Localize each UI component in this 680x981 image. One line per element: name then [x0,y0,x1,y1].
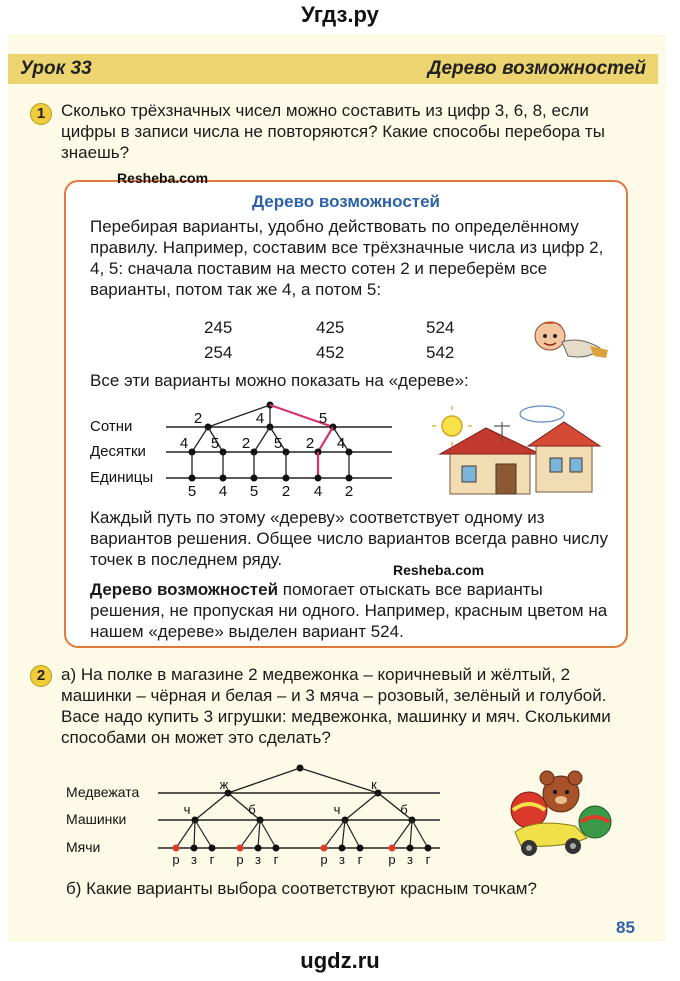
tree2-branch [195,793,228,820]
tree2-ball-letter: з [339,852,345,867]
number-245: 245 [204,318,233,337]
tree1-units-digit: 5 [249,483,259,500]
lesson-number: Урок 33 [20,58,92,79]
tree2-row-label: Машинки [66,811,127,827]
tree1-hundreds-digit: 2 [193,410,203,427]
rule-paragraph-4-text: помогает отыскать все варианты решения, не пропуская ни одного. Например, красным цветом на нашем «дереве» выделен вариант 524. [90,580,608,641]
task-2b-question: б) Какие варианты выбора соответствуют красным точкам? [66,879,537,898]
tree2-ball-dot [255,845,262,852]
tree2-ball-dot [425,845,432,852]
tree2-ball-letter: г [425,852,431,867]
tree2-branch [194,820,195,848]
number-425: 425 [316,318,345,337]
tree2-ball-letter: р [320,852,328,867]
rule-paragraph-3: Каждый путь по этому «дереву» соответствует одному из вариантов решения. Общее число вариантов всегда равно числу точек в последнем ряду. [90,508,608,569]
tree2-branch [228,768,300,793]
tree2-ball-letter: р [172,852,180,867]
tree1-units-digit: 2 [281,483,291,500]
tree1-tens-digit: 2 [305,435,315,452]
tree1-tens-digit: 2 [241,435,251,452]
tree2-ball-dot-red [173,845,180,852]
tree1-hundreds-digit: 4 [255,410,265,427]
number-452: 452 [316,343,345,362]
tree2-ball-letter: г [273,852,279,867]
tree1-tens-digit: 4 [336,435,346,452]
tree2-bear-letter: ж [219,777,229,792]
tree2-branch [412,820,428,848]
tree1-units-digit: 4 [218,483,228,500]
tree2-branch [300,768,378,793]
rule-box-title: Дерево возможностей [251,192,441,211]
tree2-ball-letter: г [357,852,363,867]
number-254: 254 [204,343,233,362]
tree1-units-digit: 2 [344,483,354,500]
tree2-ball-letter: р [388,852,396,867]
tree2-ball-dot [273,845,280,852]
tree2-ball-letter: з [191,852,197,867]
rule-paragraph-1: Перебирая варианты, удобно действовать по определённому правилу. Например, составим все трёхзначные числа из цифр 2, 4, 5: сначала поставим на место сотен 2 и переберём все варианты, потом так же 4, а потом 5: [90,217,604,299]
watermark-bottom: ugdz.ru [300,948,380,973]
tree1-tens-digit: 5 [210,435,220,452]
task-2a-question: а) На полке в магазине 2 медвежонка – коричневый и жёлтый, 2 машинки – чёрная и белая – и 3 мяча – розовый, зелёный и голубой. Васе надо купить 3 игрушки: медвежонка, машинку и мяч. Сколькими способами он может это сделать? [61,665,611,747]
number-524: 524 [426,318,455,337]
lesson-topic: Дерево возможностей [427,58,646,79]
tree1-units-digit: 4 [313,483,323,500]
tree2-branch [240,820,260,848]
tree2-ball-dot [191,845,198,852]
tree2-ball-dot-red [389,845,396,852]
tree1-tens-digit: 5 [273,435,283,452]
task-1-question: Сколько трёхзначных чисел можно составить из цифр 3, 6, 8, если цифры в записи числа не повторяются? Какие способы перебора ты знаешь? [61,101,605,162]
tree2-branch [392,820,412,848]
number-542: 542 [426,343,455,362]
tree2-car-letter: ч [333,802,341,817]
tree2-branch [176,820,195,848]
tree1-row-label: Сотни [90,418,133,435]
tree2-car-letter: б [248,802,256,817]
tree2-ball-letter: з [407,852,413,867]
site-label-1: Resheba.com [117,170,209,186]
tree2-ball-letter: р [236,852,244,867]
tree1-row-label: Десятки [90,443,146,460]
tree2-row-label: Мячи [66,839,101,855]
site-label-2: Resheba.com [393,562,485,578]
tree2-ball-dot-red [321,845,328,852]
tree2-ball-dot [407,845,414,852]
tree2-branch [260,820,276,848]
tree1-hundreds-digit: 5 [318,410,328,427]
tree2-ball-dot [339,845,346,852]
tree2-branch [195,820,212,848]
tree1-row-label: Единицы [90,469,154,486]
tree2-branch [258,820,260,848]
rule-paragraph-2: Все эти варианты можно показать на «дереве»: [90,371,469,390]
tree2-ball-dot [357,845,364,852]
tree2-car-letter: ч [183,802,191,817]
watermark-top: Угдз.ру [301,2,379,27]
tree2-ball-dot-red [237,845,244,852]
tree2-branch [345,793,378,820]
tree2-ball-dot [209,845,216,852]
tree1-tens-digit: 4 [179,435,189,452]
tree2-branch [410,820,412,848]
tree2-branch [345,820,360,848]
tree2-ball-letter: з [255,852,261,867]
rule-term: Дерево возможностей [90,580,279,599]
tree2-car-letter: б [400,802,408,817]
task-2-badge: 2 [30,665,52,687]
task-1-badge: 1 [30,103,52,125]
page-number: 85 [616,918,635,937]
tree1-units-digit: 5 [187,483,197,500]
tree2-bear-letter: к [371,777,377,792]
tree2-row-label: Медвежата [66,784,140,800]
tree2-ball-letter: г [209,852,215,867]
